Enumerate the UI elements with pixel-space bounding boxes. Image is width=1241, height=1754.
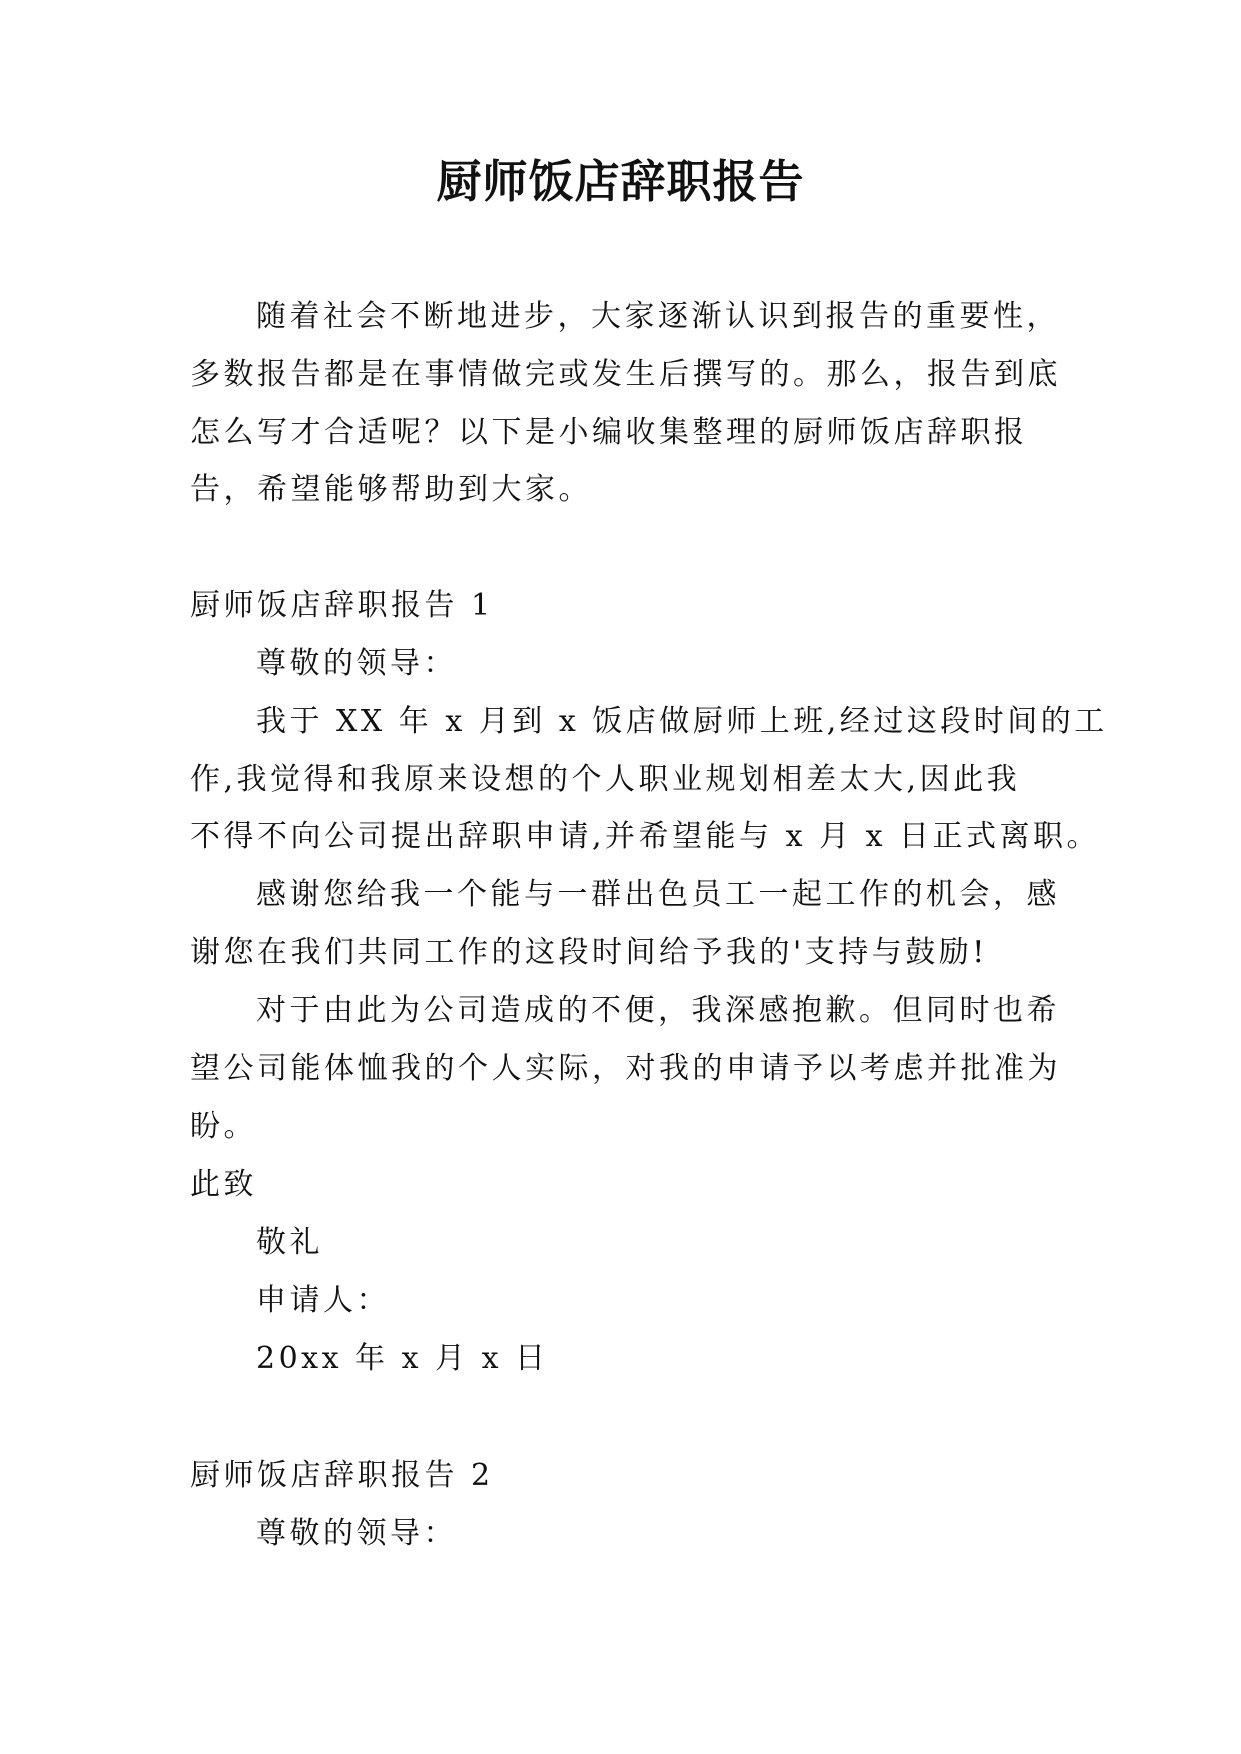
body-line: 谢您在我们共同工作的这段时间给予我的'支持与鼓励! [190,935,988,970]
salutation: 尊敬的领导： [256,1516,457,1551]
body-line: 对于由此为公司造成的不便，我深感抱歉。但同时也希 [256,993,1060,1028]
body-line: 我于 XX 年 x 月到 x 饭店做厨师上班,经过这段时间的工 [256,704,1108,739]
body-line: 作,我觉得和我原来设想的个人职业规划相差太大,因此我 [190,762,1021,797]
applicant: 申请人： [256,1283,390,1318]
document-title: 厨师饭店辞职报告 [436,155,805,208]
date: 20xx 年 x 月 x 日 [256,1341,549,1376]
intro-line: 多数报告都是在事情做完或发生后撰写的。那么，报告到底 [190,357,1061,392]
body-line: 感谢您给我一个能与一群出色员工一起工作的机会，感 [256,877,1060,912]
body-line: 不得不向公司提出辞职申请,并希望能与 x 月 x 日正式离职。 [190,819,1101,854]
closing: 此致 [190,1167,257,1202]
intro-line: 怎么写才合适呢？以下是小编收集整理的厨师饭店辞职报 [190,415,1028,450]
regards: 敬礼 [256,1225,323,1260]
salutation: 尊敬的领导： [256,646,457,681]
intro-line: 告，希望能够帮助到大家。 [190,472,592,507]
intro-line: 随着社会不断地进步，大家逐渐认识到报告的重要性， [256,299,1060,334]
body-line: 望公司能体恤我的个人实际，对我的申请予以考虑并批准为 [190,1051,1061,1086]
section-heading: 厨师饭店辞职报告 2 [190,1458,494,1493]
body-line: 盼。 [190,1109,257,1144]
section-heading: 厨师饭店辞职报告 1 [190,588,494,623]
